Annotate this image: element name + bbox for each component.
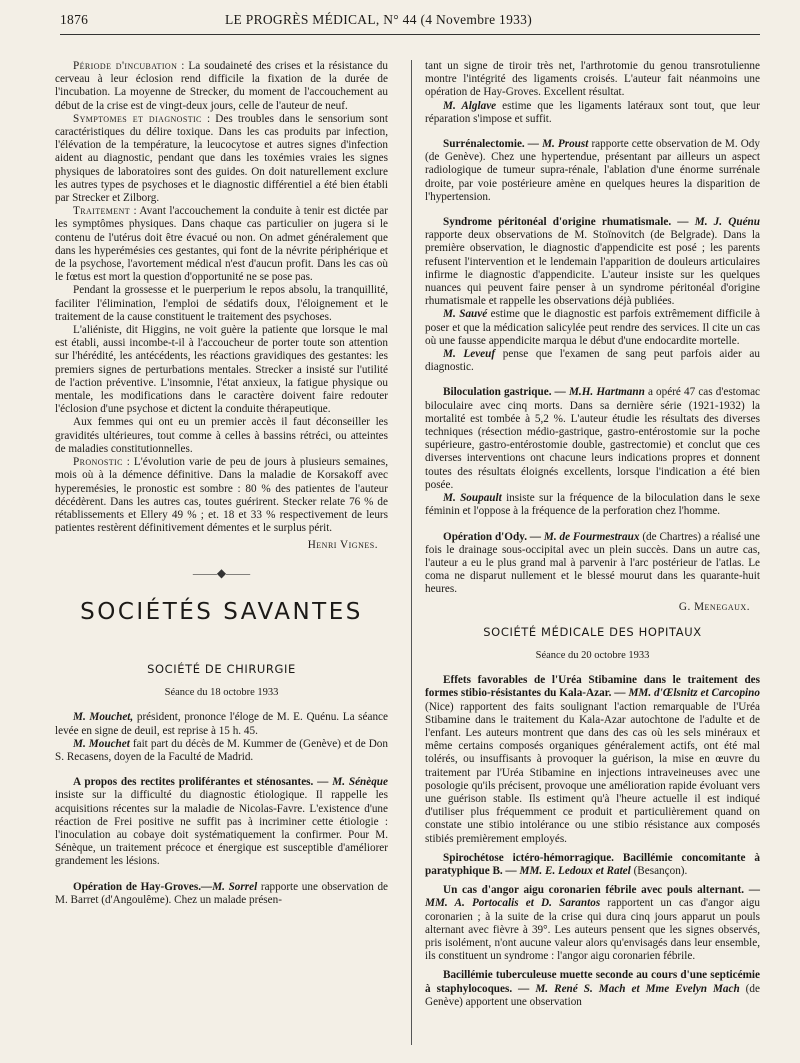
paragraph-grossesse: Pendant la grossesse et le puerperium le repos absolu, la tranquillité, faciliter l'élimination, l'emploi de sédatifs doux, l'éloignement et le traitement de la cause constituent le traitement des psychoses. [55,284,388,323]
author-signature: Henri Vignes. [307,539,378,552]
paragraph-urea-stibamine: Effets favorables de l'Uréa Stibamine dans le traitement des formes stibio-résistantes du Kala-Azar. — MM. d'Œlsnitz et Carcopino (Nice) rapportent des faits soulignant l'action remarquable de l'Uréa Stibamine dans le traitement du Kala-Azar autochtone de l'adulte et de l'enfant. Les auteurs montrent que dans des cas où les sels minéraux et même certains composés organiques généralement actifs, ont été mal tolérés, ou insuffisants à provoquer la guérison, la mise en œuvre du traitement par l'Uréa Stibamine en injections intraveineuses avec une posologie qu'ils précisent, provoque une amélioration rapide évoluant vers une guérison stable. Ils estiment qu'à l'heure actuelle il est indiqué d'utiliser plus fréquemment ce produit et particulièrement quand on constate une stibio intolérance ou une stibio résistance aux composés stibiés premièrement employés. [425,674,760,845]
paragraph-sauve: M. Sauvé estime que le diagnostic est parfois extrêmement difficile à poser et que la médication salicylée peut rendre des services. Il cite un cas où une fausse appendicite marqua le début d'une endocardite mortelle. [425,308,760,347]
society-heading: SOCIÉTÉ DE CHIRURGIE [147,661,296,676]
section-label: Période d'incubation [73,60,178,72]
society-heading: SOCIÉTÉ MÉDICALE DES HOPITAUX [483,624,702,639]
paragraph-alieniste: L'aliéniste, dit Higgins, ne voit guère la patiente que lorsque le mal est établi, aussi incombe-t-il à l'accoucheur de porter toute son attention sur l'hérédité, les antécédents, les réactions gravidiques des gestantes: les premiers signes de perturbations mentales. Strecker a insisté sur l'utilité de l'action préventive. L'insomnie, l'état anxieux, la fatigue physique ou mentale, les modifications dans le caractère doivent faire redouter l'éclosion d'une psychose et dictent la conduite thérapeutique. [55,324,388,416]
page-header [60,12,760,34]
paragraph-angor: Un cas d'angor aigu coronarien fébrile avec pouls alternant. — MM. A. Portocalis et D. Sarantos rapportent un cas d'angor aigu coronarien ; à la suite de la crise qui dura cinq jours apparut un pouls alternant avec fièvre à 39°. Les auteurs pensent que les signes observés, pris isolément, n'ont aucune valeur alors qu'envisagés dans leur ensemble, ils constituent un syndrome : l'angor aigu coronarien fébrile. [425,884,761,963]
paragraph-continued: tant un signe de tiroir très net, l'arthrotomie du genou transrotulienne montre l'intégrité des ligaments croisés. L'auteur fait néanmoins une opération de Hay-Groves. Excellent résultat. [425,60,760,99]
column-divider [411,60,412,1045]
paragraph-rectites: A propos des rectites proliférantes et sténosantes. — M. Sénèque insiste sur la difficulté du diagnostic étiologique. Il rappelle les acquisitions récentes sur la maladie de Nicolas-Favre. L'existence d'une réaction de Frei positive ne suffit pas à incriminer cette étiologie : l'inoculation au cobaye doit systématiquement la confirmer. Pour M. Sénèque, un traitement précoce et énergique est susceptible d'améliorer grandement les lésions. [55,776,388,868]
paragraph-soupault: M. Soupault insiste sur la fréquence de la biloculation dans le sexe féminin et l'oppose à la fréquence de la perforation chez l'homme. [425,492,760,518]
section-label: Symptomes et diagnostic [73,112,202,125]
paragraph-hay-groves: Opération de Hay-Groves.—M. Sorrel rapporte une observation de M. Barret (d'Angoulême). Chez un malade présen- [55,880,389,906]
paragraph-ody: Opération d'Ody. — M. de Fourmestraux (de Chartres) a réalisé une fois le drainage sous-occipital avec un plein succès. Dans un autre cas, l'auteur a eu le plus grand mal à parvenir à l'arc postérieur de l'atlas. Le coma ne disparut nullement et le blessé mourut dans les quarante-huit heures. [425,530,760,596]
left-column [55,60,388,907]
ornament-divider: ——◆—— [192,565,251,580]
running-title: LE PROGRÈS MÉDICAL, N° 44 (4 Novembre 1933) [225,12,533,27]
paragraph-mouchet-1: M. Mouchet, président, prononce l'éloge de M. E. Quénu. La séance levée en signe de deuil, est reprise à 15 h. 45. [55,711,388,737]
paragraph-symptomes: Symptomes et diagnostic : Des troubles dans le sensorium sont caractéristiques du délire toxique. Dans les cas produits par infection, l'élévation de la température, la leucocytose et autres signes d'infection aident au diagnostic, pendant que dans les toxémies vraies les signes physiques de laboratoires sont des guides. On doit naturellement exclure les autres types de psychoses et le diagnostic différentiel a été bien établi par Strecker et Zilborg. [55,112,388,205]
paragraph-mouchet-2: M. Mouchet fait part du décès de M. Kummer de (Genève) et de Don S. Recasens, doyen de la Faculté de Madrid. [55,737,388,763]
paragraph-syndrome: Syndrome péritonéal d'origine rhumatismale. — M. J. Quénu rapporte deux observations de M. Stoïnovitch (de Belgrade). Dans la première observation, le diagnostic d'appendicite est posé ; les parents refusent l'intervention et le lendemain l'apparition de douleurs articulaires infirme le diagnostic d'appendicite. L'auteur insiste sur les quelques nuances qui peuvent faire penser à un syndrome péritonéal d'origine rhumatismale et rappelle les observations déjà publiées. [425,216,760,308]
paragraph-surrenalectomie: Surrénalectomie. — M. Proust rapporte cette observation de M. Ody (de Genève). Chez une hypertendue, présentant par ailleurs un aspect radiologique de tumeur supra-rénale, l'ablation d'une énorme surrénale droite, par voie postérieure amène en quelques heures la disparition de l'hypertension. [425,138,760,203]
paragraph-femmes: Aux femmes qui ont eu un premier accès il faut déconseiller les gravidités ultérieures, tout comme à celles à bassins rétréci, ou atteintes de maladies constitutionnelles. [55,416,388,455]
header-rule [60,34,760,35]
paragraph-biloculation: Biloculation gastrique. — M.H. Hartmann a opéré 47 cas d'estomac biloculaire avec cinq morts. Dans sa dernière série (1921-1932) la mortalité est tombée à 5,2 %. L'auteur étudie les résultats des diverses techniques (résection médio-gastrique, gastro-entérostomie sur la poche supérieure, gastro-entérostomie double, gastrectomie) et conclut que ces diverses interventions ont chacune leurs indications propres et donnent toutes des résultats éloignés excellents, lorsque l'indication a été bien posée. [425,386,761,491]
paragraph-incubation: Période d'incubation : La soudaineté des crises et la résistance du cerveau à leur éclosion rend difficile la fixation de la durée de l'incubation. La moyenne de Strecker, du moment de l'accouchement au début de la crise est de vingt-deux jours, celle de l'auteur de neuf. [55,60,388,112]
session-date: Séance du 18 octobre 1933 [164,687,279,699]
paragraph-alglave: M. Alglave estime que les ligaments latéraux sont tout, que leur réparation s'impose et suffit. [425,99,760,125]
page-number: 1876 [60,12,89,27]
paragraph-bacillemie: Bacillémie tuberculeuse muette seconde au cours d'une septicémie à staphylocoques. — M. René S. Mach et Mme Evelyn Mach (de Genève) apportent une observation [425,969,760,1008]
section-title: SOCIÉTÉS SAVANTES [80,598,363,625]
author-signature: G. Menegaux. [678,600,750,613]
section-label: Pronostic [73,456,123,469]
paragraph-traitement: Traitement : Avant l'accouchement la conduite à tenir est dictée par les symptômes physiques. Dans chaque cas particulier on jugera si le contenu de l'utérus doit être évacué ou non. On admet généralement que dans les hyperémésies ces gestantes, qui font de la névrite périphérique et de la psychose, l'avortement médical n'est d'aucun profit. Dans les cas où le fœtus est mort la question d'opportunité ne se pose pas. [55,205,388,284]
paragraph-leveuf: M. Leveuf pense que l'examen de sang peut parfois aider au diagnostic. [425,348,760,374]
section-label: Traitement [73,205,131,218]
right-column [425,60,760,1009]
paragraph-pronostic: Pronostic : L'évolution varie de peu de jours à plusieurs semaines, mois où à la démence définitive. Dans la maladie de Korsakoff avec hyperemésies, le pronostic est sombre : 80 % des patientes de l'auteur décédèrent. Dans les autres cas, toutes guérirent. Stecker relate 76 % de rétablissements et Ellery 49 % ; et. 18 et 33 % respectivement de leurs patientes restèrent définitivement démentes et le surplus périt. [55,456,388,535]
paragraph-spirochetose: Spirochétose ictéro-hémorragique. Bacillémie concomitante à paratyphique B. — MM. E. Ledoux et Ratel (Besançon). [425,851,760,877]
session-date: Séance du 20 octobre 1933 [535,649,650,661]
